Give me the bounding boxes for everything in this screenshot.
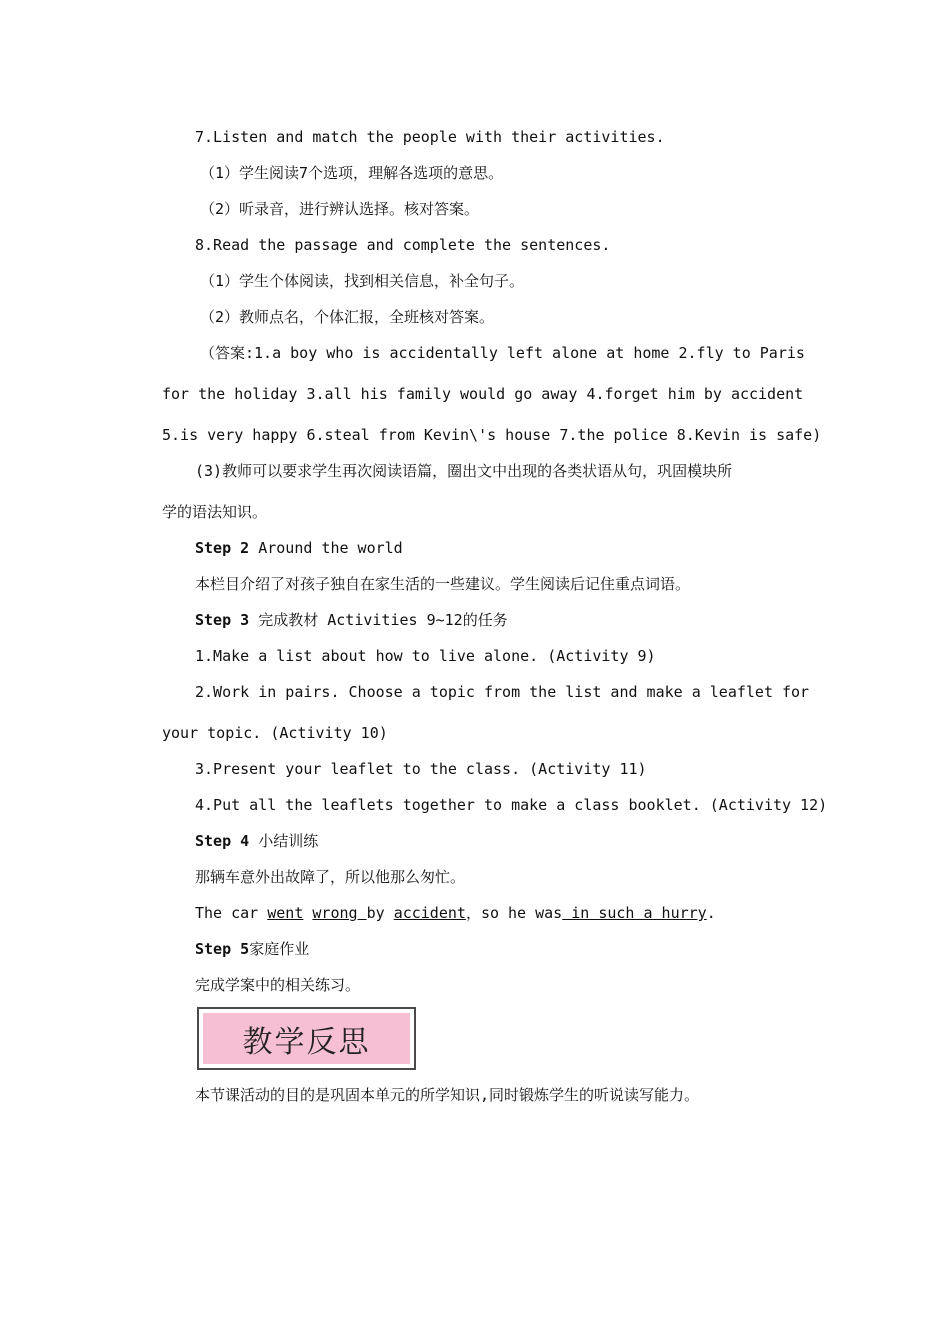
sentence-blank: in such a hurry (562, 904, 707, 922)
line-activity-10-cont: your topic. (Activity 10) (162, 724, 388, 742)
step-label: Step 2 (195, 539, 250, 557)
sentence-part: by (366, 904, 394, 922)
step-title: Around the world (249, 539, 403, 557)
line-step-5 (0, 938, 950, 960)
line-activity-8-step-3-cont: 学的语法知识。 (162, 503, 268, 521)
step-title: 小结训练 (249, 832, 319, 850)
sentence-blank: wrong (312, 904, 367, 922)
line-answers-1: （答案:1.a boy who is accidentally left alone at home 2.fly to Paris (200, 344, 805, 362)
line-activity-8-step-2: （2）教师点名，个体汇报，全班核对答案。 (200, 308, 495, 326)
line-step-2 (0, 537, 950, 559)
sentence-blank: accident (393, 904, 466, 922)
sentence-part: ，so he was (465, 904, 563, 922)
line-step-3 (0, 609, 950, 631)
line-step-4-english (0, 902, 950, 924)
line-answers-3: 5.is very happy 6.steal from Kevin\'s house 7.the police 8.Kevin is safe) (162, 426, 822, 444)
line-step-2-desc: 本栏目介绍了对孩子独自在家生活的一些建议。学生阅读后记住重点词语。 (195, 575, 691, 593)
line-reflection: 本节课活动的目的是巩固本单元的所学知识,同时锻炼学生的听说读写能力。 (195, 1086, 700, 1104)
section-heading: 教学反思 (203, 1013, 410, 1064)
line-answers-2: for the holiday 3.all his family would go away 4.forget him by accident (162, 385, 804, 403)
sentence-part: . (706, 904, 716, 922)
step-label: Step 5 (195, 940, 250, 958)
step-label: Step 4 (195, 832, 250, 850)
line-activity-10: 2.Work in pairs. Choose a topic from the list and make a leaflet for (195, 683, 810, 701)
line-step-4 (0, 830, 950, 852)
line-activity-8-step-3: (3)教师可以要求学生再次阅读语篇，圈出文中出现的各类状语从句，巩固模块所 (195, 462, 733, 480)
section-heading-box (197, 1007, 416, 1070)
step-title: 家庭作业 (249, 940, 310, 958)
step-title: 完成教材 Activities 9~12的任务 (249, 611, 508, 629)
step-label: Step 3 (195, 611, 250, 629)
line-activity-11: 3.Present your leaflet to the class. (Activity 11) (195, 760, 647, 778)
line-activity-7: 7.Listen and match the people with their activities. (195, 128, 665, 146)
sentence-blank: went (267, 904, 304, 922)
line-activity-9: 1.Make a list about how to live alone. (Activity 9) (195, 647, 656, 665)
line-step-5-desc: 完成学案中的相关练习。 (195, 976, 361, 994)
line-activity-8: 8.Read the passage and complete the sentences. (195, 236, 611, 254)
line-activity-7-step-2: （2）听录音，进行辨认选择。核对答案。 (200, 200, 480, 218)
line-activity-12: 4.Put all the leaflets together to make a class booklet. (Activity 12) (195, 796, 828, 814)
line-activity-7-step-1: （1）学生阅读7个选项，理解各选项的意思。 (200, 164, 504, 182)
sentence-part: The car (195, 904, 268, 922)
line-step-4-chinese: 那辆车意外出故障了，所以他那么匆忙。 (195, 868, 466, 886)
line-activity-8-step-1: （1）学生个体阅读，找到相关信息，补全句子。 (200, 272, 525, 290)
